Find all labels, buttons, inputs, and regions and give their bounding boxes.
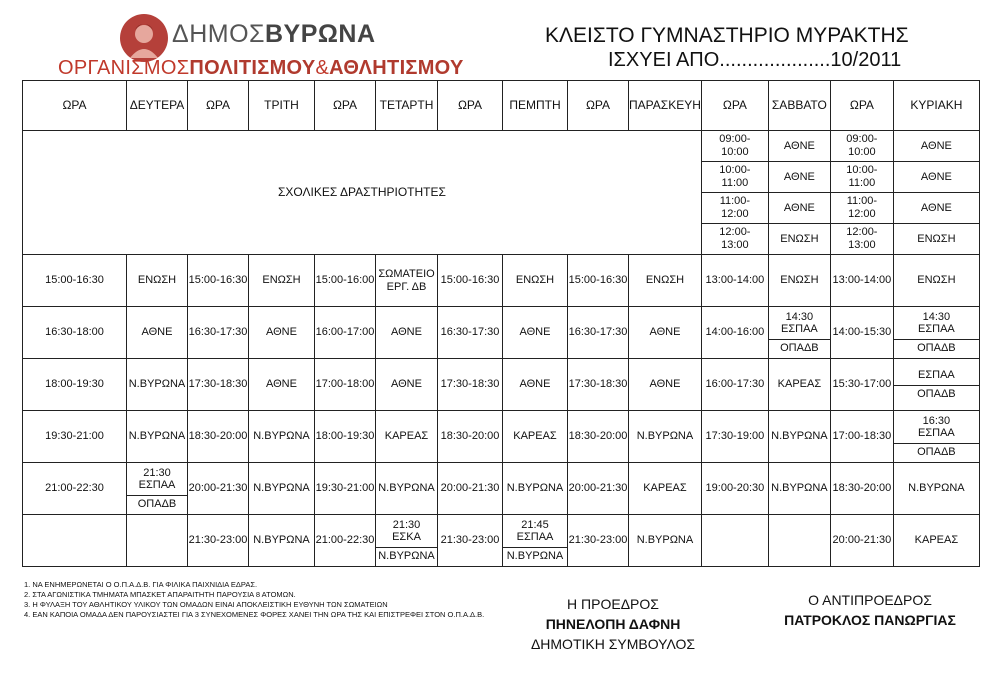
cell-time: 18:30-20:00	[830, 463, 893, 515]
cell-secondary: ΟΠΑΔΒ	[127, 495, 187, 511]
header-day: ΠΑΡΑΣΚΕΥΗ	[629, 81, 702, 131]
municipality-name-bold: ΒΥΡΩΝΑ	[264, 20, 376, 48]
cell-time	[701, 515, 768, 567]
note-item: 3. Η ΦΥΛΑΞΗ ΤΟΥ ΑΘΛΗΤΙΚΟΥ ΥΛΙΚΟΥ ΤΩΝ ΟΜΑΔΩΝ ΕΙΝΑΙ ΑΠΟΚΛΕΙΣΤΙΚΗ ΕΥΘΥΝΗ ΤΩΝ ΣΩΜΑΤΕΙΩΝ	[24, 600, 388, 609]
cell-team: ΚΑΡΕΑΣ	[503, 411, 568, 463]
table-row	[23, 515, 980, 567]
cell-team: ΕΝΩΣΗ	[629, 255, 702, 307]
cell-team: Ν.ΒΥΡΩΝΑ	[376, 463, 438, 515]
cell-team: ΑΘΝΕ	[768, 131, 830, 162]
cell-time: 09:00- 10:00	[830, 131, 893, 162]
cell-time: 15:00-16:30	[188, 255, 249, 307]
cell-time: 09:00- 10:00	[701, 131, 768, 162]
cell-team: ΕΝΩΣΗ	[503, 255, 568, 307]
cell-team: Ν.ΒΥΡΩΝΑ	[629, 515, 702, 567]
cell-time: 21:00-22:30	[315, 515, 376, 567]
notes-list	[24, 580, 484, 620]
table-row	[23, 359, 980, 411]
cell-team: ΑΘΝΕ	[629, 359, 702, 411]
cell-team: ΑΘΝΕ	[503, 307, 568, 359]
cell-secondary: ΟΠΑΔΒ	[894, 339, 979, 355]
vice-name: ΠΑΤΡΟΚΛΟΣ ΠΑΝΩΡΓΙΑΣ	[784, 612, 956, 628]
cell-time: 13:00-14:00	[701, 255, 768, 307]
header-day: ΤΡΙΤΗ	[249, 81, 315, 131]
header-day: ΠΕΜΠΤΗ	[503, 81, 568, 131]
cell-team: ΑΘΝΕ	[768, 193, 830, 224]
municipality-logo	[120, 14, 168, 62]
cell-time: 21:30-23:00	[438, 515, 503, 567]
cell-time: 17:00-18:00	[315, 359, 376, 411]
header-day: ΔΕΥΤΕΡΑ	[127, 81, 188, 131]
cell-team: Ν.ΒΥΡΩΝΑ	[503, 463, 568, 515]
cell-team: ΑΘΝΕ	[376, 359, 438, 411]
cell-time: 15:00-16:00	[315, 255, 376, 307]
table-row	[23, 463, 980, 515]
cell-time: 16:00-17:00	[315, 307, 376, 359]
note-item: 4. ΕΑΝ ΚΑΠΟΙΑ ΟΜΑΔΑ ΔΕΝ ΠΑΡΟΥΣΙΑΣΤΕΙ ΓΙΑ 3 ΣΥΝΕΧΟΜΕΝΕΣ ΦΟΡΕΣ ΧΑΝΕΙ ΤΗΝ ΩΡΑ ΤΗΣ ΚΑΙ ΕΠΙΣΤΡΕΦΕΙ ΣΤΟΝ Ο.Π.Α.Δ.Β.	[24, 610, 485, 619]
cell-time: 16:30-17:30	[568, 307, 629, 359]
president-name: ΠΗΝΕΛΟΠΗ ΔΑΦΝΗ	[545, 616, 681, 632]
cell-time: 17:30-18:30	[568, 359, 629, 411]
municipality-prefix: ΔΗΜΟΣ	[172, 20, 265, 48]
cell-team: ΑΘΝΕ	[629, 307, 702, 359]
cell-team	[503, 515, 568, 567]
cell-time: 12:00- 13:00	[830, 224, 893, 255]
cell-time: 12:00- 13:00	[701, 224, 768, 255]
school-activities-block	[23, 131, 702, 255]
cell-team	[376, 515, 438, 567]
cell-team: ΑΘΝΕ	[376, 307, 438, 359]
president-signature	[520, 594, 706, 654]
cell-main: 21:45 ΕΣΠΑΑ	[516, 518, 554, 544]
header-day: ΚΥΡΙΑΚΗ	[893, 81, 979, 131]
cell-time: 21:30-23:00	[188, 515, 249, 567]
cell-team: Ν.ΒΥΡΩΝΑ	[127, 359, 188, 411]
table-row	[23, 411, 980, 463]
cell-secondary: ΟΠΑΔΒ	[894, 443, 979, 459]
cell-team: Ν.ΒΥΡΩΝΑ	[249, 411, 315, 463]
note-item: 1. ΝΑ ΕΝΗΜΕΡΩΝΕΤΑΙ Ο Ο.Π.Α.Δ.Β. ΓΙΑ ΦΙΛΙΚΑ ΠΑΙΧΝΙΔΙΑ ΕΔΡΑΣ.	[24, 580, 258, 589]
cell-team: ΑΘΝΕ	[893, 193, 979, 224]
cell-team	[893, 359, 979, 411]
header-time: ΩΡΑ	[438, 81, 503, 131]
school-activities-label: ΣΧΟΛΙΚΕΣ ΔΡΑΣΤΗΡΙΟΤΗΤΕΣ	[277, 184, 446, 199]
cell-team	[768, 515, 830, 567]
valid-from: ΙΣΧΥΕΙ ΑΠΟ....................10/2011	[608, 49, 902, 71]
header-time: ΩΡΑ	[315, 81, 376, 131]
cell-secondary: ΟΠΑΔΒ	[894, 385, 979, 401]
org-culture: ΠΟΛΙΤΙΣΜΟΥ	[189, 57, 316, 79]
header-day: ΤΕΤΑΡΤΗ	[376, 81, 438, 131]
cell-time: 16:30-18:00	[23, 307, 127, 359]
cell-time: 19:30-21:00	[23, 411, 127, 463]
cell-time: 20:00-21:30	[438, 463, 503, 515]
header-day: ΣΑΒΒΑΤΟ	[768, 81, 830, 131]
cell-team	[893, 307, 979, 359]
org-sport: ΑΘΛΗΤΙΣΜΟΥ	[329, 57, 464, 79]
cell-time: 20:00-21:30	[188, 463, 249, 515]
table-row	[23, 307, 980, 359]
cell-time: 18:30-20:00	[568, 411, 629, 463]
cell-time: 11:00- 12:00	[701, 193, 768, 224]
cell-team: ΚΑΡΕΑΣ	[629, 463, 702, 515]
venue-title: ΚΛΕΙΣΤΟ ΓΥΜΝΑΣΤΗΡΙΟ ΜΥΡΑΚΤΗΣ	[545, 24, 909, 47]
cell-secondary: Ν.ΒΥΡΩΝΑ	[503, 547, 567, 563]
cell-main: 14:30 ΕΣΠΑΑ	[918, 310, 955, 336]
cell-time	[23, 515, 127, 567]
cell-team: ΕΝΩΣΗ	[768, 255, 830, 307]
cell-time: 20:00-21:30	[568, 463, 629, 515]
cell-time: 15:00-16:30	[568, 255, 629, 307]
cell-team: Ν.ΒΥΡΩΝΑ	[893, 463, 979, 515]
note-item: 2. ΣΤΑ ΑΓΩΝΙΣΤΙΚΑ ΤΜΗΜΑΤΑ ΜΠΑΣΚΕΤ ΑΠΑΡΑΙΤΗΤΗ ΠΑΡΟΥΣΙΑ 8 ΑΤΟΜΩΝ.	[24, 590, 296, 599]
cell-time: 11:00- 12:00	[830, 193, 893, 224]
cell-time: 15:30-17:00	[830, 359, 893, 411]
cell-time: 15:00-16:30	[438, 255, 503, 307]
cell-team: Ν.ΒΥΡΩΝΑ	[249, 515, 315, 567]
cell-time: 13:00-14:00	[830, 255, 893, 307]
president-title: Η ΠΡΟΕΔΡΟΣ	[567, 596, 659, 612]
cell-team: Ν.ΒΥΡΩΝΑ	[768, 463, 830, 515]
header-time: ΩΡΑ	[568, 81, 629, 131]
cell-time: 19:00-20:30	[701, 463, 768, 515]
cell-team	[768, 307, 830, 359]
organization-name	[58, 57, 464, 80]
cell-team	[127, 463, 188, 515]
cell-team: ΑΘΝΕ	[893, 162, 979, 193]
cell-time: 18:30-20:00	[188, 411, 249, 463]
cell-team: Ν.ΒΥΡΩΝΑ	[249, 463, 315, 515]
municipality-name	[172, 20, 376, 49]
cell-time: 18:00-19:30	[23, 359, 127, 411]
cell-team: ΑΘΝΕ	[893, 131, 979, 162]
schedule-table	[22, 80, 980, 567]
cell-time: 16:00-17:30	[701, 359, 768, 411]
cell-team: ΑΘΝΕ	[503, 359, 568, 411]
cell-time: 18:30-20:00	[438, 411, 503, 463]
cell-team	[893, 411, 979, 463]
header-time: ΩΡΑ	[830, 81, 893, 131]
org-prefix: ΟΡΓΑΝΙΣΜΟΣ	[58, 57, 190, 79]
cell-team: ΑΘΝΕ	[249, 359, 315, 411]
cell-main: 21:30 ΕΣΠΑΑ	[138, 466, 176, 492]
cell-time: 21:30-23:00	[568, 515, 629, 567]
table-row	[23, 255, 980, 307]
cell-time: 14:00-15:30	[830, 307, 893, 359]
cell-secondary: ΟΠΑΔΒ	[769, 339, 830, 355]
header-time: ΩΡΑ	[188, 81, 249, 131]
header-time: ΩΡΑ	[23, 81, 127, 131]
cell-team: Ν.ΒΥΡΩΝΑ	[768, 411, 830, 463]
cell-time: 18:00-19:30	[315, 411, 376, 463]
cell-team: ΕΝΩΣΗ	[249, 255, 315, 307]
cell-team: ΑΘΝΕ	[127, 307, 188, 359]
cell-team: ΕΝΩΣΗ	[893, 255, 979, 307]
cell-time: 10:00- 11:00	[701, 162, 768, 193]
cell-time: 16:30-17:30	[438, 307, 503, 359]
cell-team: ΕΝΩΣΗ	[768, 224, 830, 255]
cell-team: ΚΑΡΕΑΣ	[768, 359, 830, 411]
cell-team: ΕΝΩΣΗ	[893, 224, 979, 255]
cell-time: 17:30-19:00	[701, 411, 768, 463]
cell-main: ΕΣΠΑΑ	[918, 368, 955, 381]
cell-time: 15:00-16:30	[23, 255, 127, 307]
portrait-emblem-icon	[120, 14, 168, 62]
cell-time: 19:30-21:00	[315, 463, 376, 515]
org-amp: &	[315, 57, 330, 79]
cell-time: 16:30-17:30	[188, 307, 249, 359]
president-role: ΔΗΜΟΤΙΚΗ ΣΥΜΒΟΥΛΟΣ	[530, 636, 696, 652]
header-time: ΩΡΑ	[701, 81, 768, 131]
cell-team: ΑΘΝΕ	[768, 162, 830, 193]
cell-time: 21:00-22:30	[23, 463, 127, 515]
cell-team: ΚΑΡΕΑΣ	[376, 411, 438, 463]
cell-time: 10:00- 11:00	[830, 162, 893, 193]
cell-team: Ν.ΒΥΡΩΝΑ	[127, 411, 188, 463]
cell-time: 17:30-18:30	[438, 359, 503, 411]
cell-team: ΑΘΝΕ	[249, 307, 315, 359]
cell-team	[127, 515, 188, 567]
cell-team: ΕΝΩΣΗ	[127, 255, 188, 307]
cell-team: ΚΑΡΕΑΣ	[893, 515, 979, 567]
cell-time: 14:00-16:00	[701, 307, 768, 359]
vice-president-signature	[765, 590, 975, 630]
cell-main: 14:30 ΕΣΠΑΑ	[781, 310, 818, 336]
cell-time: 17:00-18:30	[830, 411, 893, 463]
cell-time: 20:00-21:30	[830, 515, 893, 567]
cell-team: ΣΩΜΑΤΕΙΟ ΕΡΓ. ΔΒ	[376, 255, 438, 307]
cell-main: 16:30 ΕΣΠΑΑ	[918, 414, 955, 440]
cell-secondary: Ν.ΒΥΡΩΝΑ	[376, 547, 437, 563]
cell-time: 17:30-18:30	[188, 359, 249, 411]
cell-team: Ν.ΒΥΡΩΝΑ	[629, 411, 702, 463]
vice-title: Ο ΑΝΤΙΠΡΟΕΔΡΟΣ	[808, 592, 932, 608]
cell-main: 21:30 ΕΣΚΑ	[392, 518, 421, 544]
